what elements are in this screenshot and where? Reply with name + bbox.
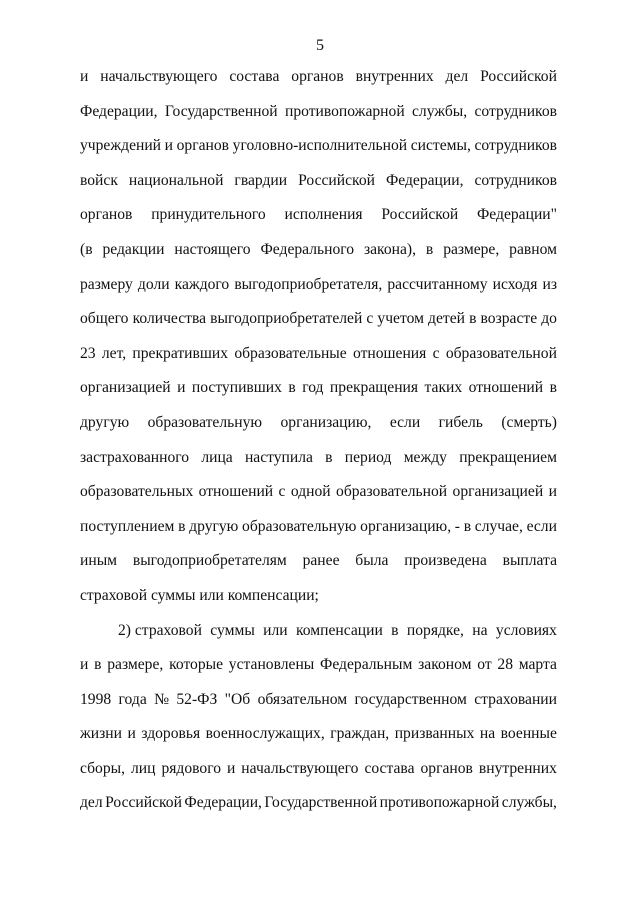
word: Федерации" <box>476 206 557 224</box>
word: законом <box>418 656 472 674</box>
word: отношений <box>198 483 274 501</box>
word: если <box>389 413 421 431</box>
word: редакции <box>102 240 165 258</box>
word: Федерального <box>260 240 355 258</box>
word: произведена <box>404 552 487 570</box>
word: от <box>477 656 492 674</box>
word: на <box>472 621 488 639</box>
word: органов <box>80 206 133 224</box>
word: и <box>226 759 236 777</box>
word: и <box>80 656 89 674</box>
word: государственном <box>354 690 467 708</box>
text-line <box>80 344 557 379</box>
word: 1998 <box>80 690 112 708</box>
word: была <box>355 552 389 570</box>
word: на <box>479 725 496 743</box>
word: выгодоприобретателям <box>132 552 287 570</box>
word: размере, <box>107 656 164 674</box>
word: в <box>288 379 296 397</box>
word: военные <box>500 725 557 743</box>
word: Российской <box>381 206 459 224</box>
word: выгодоприобретателей <box>210 310 363 328</box>
text-line <box>80 517 557 552</box>
word: учреждений <box>80 137 162 155</box>
word: Федерации, <box>184 794 262 812</box>
text-line <box>80 482 557 517</box>
word: другую <box>189 517 239 535</box>
text-line <box>80 759 557 794</box>
word: сборы, <box>80 759 126 777</box>
word: и <box>164 137 173 155</box>
word: поступивших <box>191 379 282 397</box>
word: противопожарной <box>284 102 405 120</box>
word: Федерации, <box>385 171 464 189</box>
word: Федеральным <box>320 656 413 674</box>
word: органов <box>176 137 230 155</box>
word: службы, <box>412 102 468 120</box>
word: отношений <box>468 379 544 397</box>
text-line <box>80 102 557 137</box>
word: рассчитанному <box>387 275 488 293</box>
text-line <box>80 724 557 759</box>
text-line <box>80 413 557 448</box>
word: с <box>432 344 440 362</box>
word: с <box>366 310 374 328</box>
text-line <box>80 67 557 102</box>
word: в <box>463 517 472 535</box>
word: застрахованного <box>80 448 190 466</box>
word: образовательной <box>336 483 448 501</box>
word: организацией <box>80 379 171 397</box>
word: в <box>425 240 434 258</box>
text-line <box>80 378 557 413</box>
word: противопожарной <box>379 794 500 812</box>
word: прекращением <box>459 448 557 466</box>
text-line <box>80 448 557 483</box>
word: обязательном <box>257 690 348 708</box>
word: настоящего <box>174 240 251 258</box>
text-line-paragraph-start <box>80 621 557 656</box>
word: с <box>278 483 286 501</box>
word: национальной <box>128 171 224 189</box>
word: и <box>80 68 89 85</box>
word: гибель <box>438 413 483 431</box>
word: Федерации, <box>80 102 158 120</box>
word: исполнения <box>284 206 363 224</box>
word: равном <box>509 240 557 258</box>
word: сотрудников <box>474 102 557 120</box>
word: одной <box>290 483 331 501</box>
word: иным <box>80 552 118 570</box>
word: в <box>469 310 477 328</box>
word: между <box>403 448 447 466</box>
word: лиц <box>130 759 156 777</box>
word: размере, <box>443 240 500 258</box>
word: 52-ФЗ <box>176 690 218 708</box>
word: случае, <box>474 517 523 535</box>
text-line <box>80 551 557 586</box>
word: системы, <box>410 137 471 155</box>
word: призванных <box>394 725 475 743</box>
word: внутренних <box>478 759 557 777</box>
word: организацию, <box>360 517 452 535</box>
word: и <box>177 379 186 397</box>
word: установлены <box>228 656 315 674</box>
word: и <box>127 725 136 743</box>
word: в <box>178 517 186 535</box>
word: военнослужащих, <box>205 725 325 743</box>
word: здоровья <box>141 725 201 743</box>
word: возрасте <box>480 310 538 328</box>
word: Российской <box>480 68 557 85</box>
word: исходя <box>492 275 538 293</box>
word: и <box>548 483 557 501</box>
word: поступлением <box>80 517 175 535</box>
text-line <box>80 136 557 171</box>
word: органов <box>420 759 473 777</box>
word: в <box>325 448 333 466</box>
text-line <box>80 309 557 344</box>
word: в <box>94 656 102 674</box>
word: гвардии <box>234 171 288 189</box>
word: образовательные <box>234 344 347 362</box>
word: год <box>302 379 324 397</box>
word: доли <box>137 275 170 293</box>
page-number: 5 <box>316 37 324 54</box>
word: Государственной <box>164 102 278 120</box>
text-line <box>80 240 557 275</box>
word: сотрудников <box>474 171 557 189</box>
word: в <box>549 379 557 397</box>
word: ранее <box>302 552 340 570</box>
word: детей <box>428 310 465 328</box>
word: закона), <box>363 240 416 258</box>
word: организацию, <box>280 413 372 431</box>
word: - <box>454 517 460 535</box>
word: в <box>391 621 399 639</box>
word: внутренних <box>355 68 434 85</box>
word: войск <box>80 171 118 189</box>
word: общего <box>80 310 129 328</box>
word: сотрудников <box>474 137 557 155</box>
word: образовательной <box>445 344 557 362</box>
word: страховании <box>474 690 557 708</box>
text-line-paragraph-end <box>80 586 557 621</box>
document-body <box>80 67 557 828</box>
word: уголовно-исполнительной <box>232 137 408 155</box>
word: (в <box>80 240 93 258</box>
word: отношения <box>352 344 427 362</box>
word: дел <box>80 794 103 812</box>
word: порядке, <box>406 621 464 639</box>
word: количества <box>132 310 207 328</box>
word: прекращения <box>329 379 419 397</box>
word: образовательных <box>80 483 194 501</box>
word: года <box>118 690 147 708</box>
word: условиях <box>495 621 557 639</box>
word: суммы <box>210 621 255 639</box>
word: лица <box>201 448 233 466</box>
word: другую <box>80 413 130 431</box>
word: Российской <box>105 794 182 812</box>
word: образовательную <box>147 413 263 431</box>
word: наступила <box>244 448 313 466</box>
word: 23 <box>80 344 96 362</box>
word: начальствующего <box>100 68 218 85</box>
word: граждан, <box>330 725 390 743</box>
word: состава <box>364 759 415 777</box>
word: период <box>344 448 392 466</box>
text-line <box>80 205 557 240</box>
word: № <box>154 690 170 708</box>
word: организацией <box>452 483 544 501</box>
word: до <box>541 310 557 328</box>
word: дел <box>445 68 469 85</box>
word: 2) страховой <box>118 621 202 639</box>
word: из <box>542 275 557 293</box>
word: Российской <box>298 171 375 189</box>
word: компенсации <box>295 621 383 639</box>
word: 28 <box>497 656 513 674</box>
word: которые <box>169 656 224 674</box>
text-line <box>80 690 557 725</box>
word: жизни <box>80 725 122 743</box>
word: страховой суммы или компенсации; <box>80 586 319 604</box>
word: учетом <box>377 310 424 328</box>
word: таких <box>424 379 463 397</box>
word: прекративших <box>132 344 229 362</box>
word: размеру <box>80 275 133 293</box>
word: образовательную <box>242 517 357 535</box>
word: органов <box>291 68 344 85</box>
text-line <box>80 793 557 828</box>
word: если <box>526 517 557 535</box>
text-line <box>80 275 557 310</box>
word: Государственной <box>264 794 378 812</box>
text-line <box>80 171 557 206</box>
word: "Об <box>224 690 251 708</box>
word: марта <box>518 656 557 674</box>
word: службы, <box>501 794 557 812</box>
word: лет, <box>101 344 127 362</box>
word: или <box>263 621 288 639</box>
word: выгодоприобретателя, <box>234 275 383 293</box>
word: состава <box>229 68 280 85</box>
word: начальствующего <box>241 759 359 777</box>
word: принудительного <box>151 206 266 224</box>
word: (смерть) <box>501 413 557 431</box>
text-line <box>80 655 557 690</box>
word: каждого <box>174 275 230 293</box>
word: рядового <box>161 759 221 777</box>
word: выплата <box>502 552 557 570</box>
